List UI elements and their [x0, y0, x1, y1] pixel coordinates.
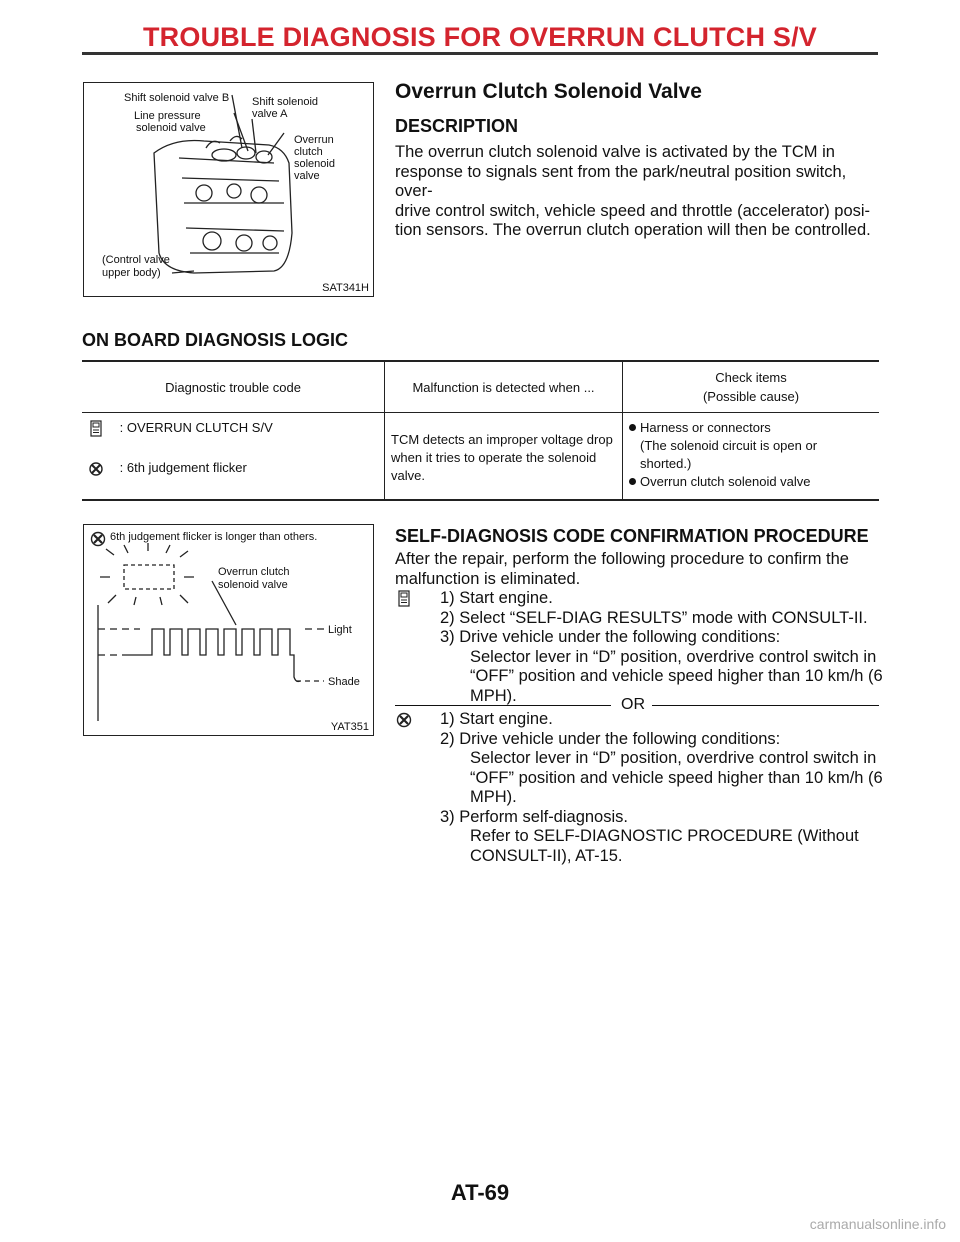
bullet-icon	[629, 424, 636, 431]
page-number: AT-69	[450, 1180, 510, 1205]
label-shift-solenoid-b: Shift solenoid valve B	[124, 92, 230, 104]
label-line-pressure-2: solenoid valve	[136, 122, 206, 134]
valve-body-drawing	[84, 83, 372, 295]
label-line-pressure: Line pressure	[134, 110, 201, 122]
label-solenoid-valve: solenoid valve	[218, 579, 288, 591]
label-upper-body: upper body)	[102, 267, 161, 279]
label-clutch: clutch	[294, 146, 323, 158]
check1-l2: (The solenoid circuit is open or	[640, 438, 818, 453]
label-overrun: Overrun	[294, 134, 334, 146]
cell-condition	[385, 413, 623, 501]
description-text	[395, 143, 885, 241]
procedure-heading: SELF-DIAGNOSIS CODE CONFIRMATION PROCEDURE	[395, 526, 869, 546]
label-overrun-clutch: Overrun clutch	[218, 566, 290, 578]
col-malfunction: Malfunction is detected when ...	[385, 361, 623, 413]
label-solenoid: solenoid	[294, 158, 335, 170]
step-a1: 1) Start engine.	[440, 589, 553, 607]
cell-dtc	[82, 413, 385, 501]
flicker-waveform-drawing	[84, 525, 372, 733]
figure-solenoid-valves	[83, 82, 374, 297]
step-b3: 3) Perform self-diagnosis.	[440, 808, 628, 826]
figure1-caption: SAT341H	[322, 282, 369, 294]
col-dtc: Diagnostic trouble code	[82, 361, 385, 413]
intro-line: malfunction is eliminated.	[395, 569, 581, 588]
step-a3-line1: Selector lever in “D” position, overdrive control switch in	[470, 648, 877, 666]
step-b3-line2: CONSULT-II), AT-15.	[470, 847, 623, 865]
diagnosis-logic-table	[82, 360, 879, 501]
label-shade: Shade	[328, 676, 360, 688]
check1: Harness or connectors	[640, 420, 771, 435]
figure-flicker-pattern	[83, 524, 374, 736]
description-line: response to signals sent from the park/neutral position switch, over-	[395, 162, 847, 200]
step-b1: 1) Start engine.	[440, 710, 553, 728]
or-divider-right	[652, 705, 879, 706]
label-control-valve: (Control valve	[102, 254, 170, 266]
intro-line: After the repair, perform the following procedure to confirm the	[395, 550, 849, 568]
step-a3: 3) Drive vehicle under the following conditions:	[440, 628, 781, 646]
logic-heading: ON BOARD DIAGNOSIS LOGIC	[82, 330, 349, 350]
header-rule	[82, 52, 878, 55]
condition-line: when it tries to operate the solenoid	[391, 450, 597, 465]
code-flicker: : 6th judgement flicker	[119, 460, 247, 476]
cell-check-items	[623, 413, 880, 501]
consult-icon	[396, 589, 412, 609]
code-consult: : OVERRUN CLUTCH S/V	[119, 420, 273, 436]
step-b2-line1: Selector lever in “D” position, overdrive control switch in	[470, 749, 877, 767]
flicker-icon	[395, 710, 413, 730]
flicker-title: 6th judgement flicker is longer than others.	[110, 531, 318, 543]
watermark: carmanualsonline.info	[809, 1216, 946, 1232]
or-label: OR	[621, 696, 645, 713]
col-check-items-l2: (Possible cause)	[702, 389, 800, 404]
condition-line: valve.	[391, 468, 425, 483]
section-title: Overrun Clutch Solenoid Valve	[395, 80, 702, 103]
flicker-icon	[88, 459, 104, 479]
consult-icon	[88, 419, 104, 439]
label-valve: valve	[294, 170, 320, 182]
description-line: drive control switch, vehicle speed and throttle (accelerator) posi-	[395, 201, 871, 220]
label-shift-solenoid-a-2: valve A	[252, 108, 288, 120]
step-b2: 2) Drive vehicle under the following conditions:	[440, 730, 781, 748]
step-b3-line1: Refer to SELF-DIAGNOSTIC PROCEDURE (Without	[470, 827, 859, 845]
label-light: Light	[328, 624, 352, 636]
description-heading: DESCRIPTION	[395, 116, 519, 136]
condition-line: TCM detects an improper voltage drop	[391, 432, 613, 447]
check2: Overrun clutch solenoid valve	[640, 474, 811, 489]
step-a2: 2) Select “SELF-DIAG RESULTS” mode with CONSULT-II.	[440, 609, 868, 627]
step-b2-line2: “OFF” position and vehicle speed higher than 10 km/h (6	[470, 769, 883, 787]
bullet-icon	[629, 478, 636, 485]
step-a3-line2: “OFF” position and vehicle speed higher than 10 km/h (6	[470, 667, 883, 685]
description-line: tion sensors. The overrun clutch operation will then be controlled.	[395, 221, 871, 239]
procedure-intro	[395, 550, 885, 589]
or-divider-left	[395, 705, 611, 706]
figure2-caption: YAT351	[330, 721, 369, 733]
col-check-items	[623, 361, 880, 413]
step-b2-line3: MPH).	[470, 788, 517, 806]
step-a3-line3: MPH).	[470, 687, 517, 705]
col-check-items-l1: Check items	[715, 370, 787, 385]
description-line: The overrun clutch solenoid valve is activated by the TCM in	[395, 143, 835, 161]
label-shift-solenoid-a: Shift solenoid	[252, 96, 319, 108]
page-header-title: TROUBLE DIAGNOSIS FOR OVERRUN CLUTCH S/V	[142, 22, 818, 52]
check1-l3: shorted.)	[640, 456, 692, 471]
